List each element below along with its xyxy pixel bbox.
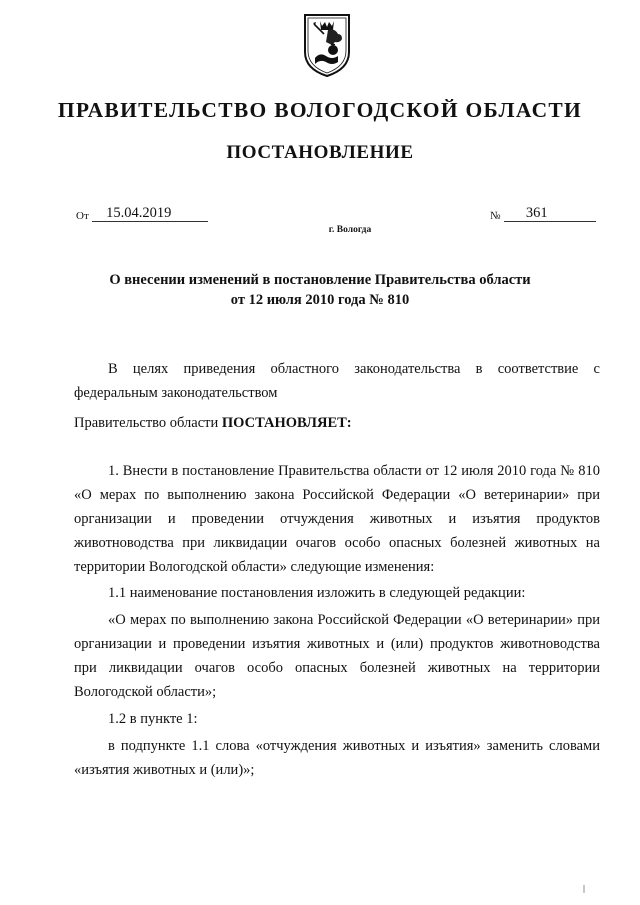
scan-artifact	[583, 885, 585, 893]
heading-line-2: от 12 июля 2010 года № 810	[230, 292, 410, 308]
organization-title: ПРАВИТЕЛЬСТВО ВОЛОГОДСКОЙ ОБЛАСТИ	[57, 98, 583, 122]
document-type: ПОСТАНОВЛЕНИЕ	[226, 142, 414, 163]
number-block	[490, 205, 596, 222]
coat-of-arms-icon	[302, 12, 352, 78]
resolution-line	[74, 411, 600, 435]
preamble	[74, 357, 600, 435]
date-label: От	[76, 210, 89, 222]
clause-1: 1. Внести в постановление Правительства области от 12 июля 2010 года № 810 «О мерах по выполнению закона Российской Федерации «О ветеринарии» при организации и проведении отчуждения животных и изъятия продуктов животноводства при ликвидации очагов особо опасных болезней животных на территории Вологодской области» следующие изменения:	[74, 463, 600, 575]
clause-1-2: 1.2 в пункте 1:	[108, 711, 198, 727]
clause-1-1: 1.1 наименование постановления изложить в следующей редакции:	[108, 585, 526, 601]
clause-1-2-text: в подпункте 1.1 слова «отчуждения животных и изъятия» заменить словами «изъятия животных и (или)»;	[74, 738, 600, 778]
clauses	[74, 459, 600, 782]
date-value: 15.04.2019	[92, 205, 208, 222]
clause-1-1-text: «О мерах по выполнению закона Российской Федерации «О ветеринарии» при организации и проведении изъятия животных и (или) продуктов животноводства при ликвидации очагов особо опасных болезней животных на территории Вологодской области»;	[74, 612, 600, 700]
document-heading	[0, 270, 640, 310]
heading-line-1: О внесении изменений в постановление Правительства области	[109, 272, 531, 288]
resolution-subject: Правительство области	[74, 415, 219, 431]
number-value: 361	[504, 205, 596, 222]
number-label: №	[490, 210, 501, 222]
resolution-verb: ПОСТАНОВЛЯЕТ:	[221, 415, 352, 431]
date-block	[76, 205, 208, 222]
city: г. Вологда	[328, 225, 372, 235]
preamble-text: В целях приведения областного законодательства в соответствие с федеральным законодательством	[74, 361, 600, 401]
